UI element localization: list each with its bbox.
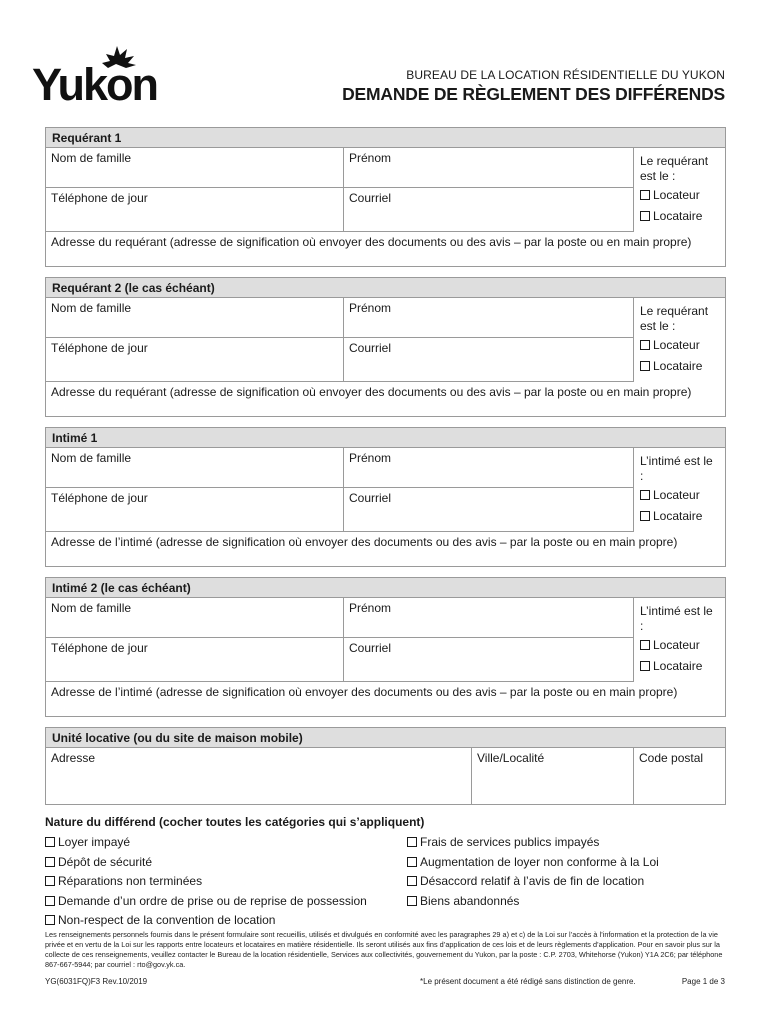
applicant2-landlord-checkbox[interactable]: Locateur xyxy=(640,337,719,354)
respondent2-landlord-checkbox[interactable]: Locateur xyxy=(640,637,719,654)
unpaid-rent-checkbox[interactable]: Loyer impayé xyxy=(45,833,367,853)
gender-note: *Le présent document a été rédigé sans distinction de genre. xyxy=(420,977,636,986)
dispute-options-right xyxy=(407,833,659,911)
applicant2-address-field[interactable]: Adresse du requérant (adresse de signification où envoyer des documents ou des avis – par la poste ou en main propre) xyxy=(51,385,692,399)
logo-wordmark: Yukon xyxy=(32,59,158,104)
applicant1-phone-field[interactable]: Téléphone de jour xyxy=(51,191,148,205)
termination-notice-checkbox[interactable]: Désaccord relatif à l’avis de fin de location xyxy=(407,872,659,892)
respondent1-role: L’intimé est le : Locateur Locataire xyxy=(633,448,725,532)
unit-postal-code-field[interactable]: Code postal xyxy=(633,748,725,804)
respondent1-address-field[interactable]: Adresse de l’intimé (adresse de signification où envoyer des documents ou des avis – par la poste ou en main propre) xyxy=(51,535,678,549)
form-title: DEMANDE DE RÈGLEMENT DES DIFFÉRENDS xyxy=(342,84,725,104)
repairs-checkbox[interactable]: Réparations non terminées xyxy=(45,872,367,892)
abandoned-property-checkbox[interactable]: Biens abandonnés xyxy=(407,892,659,912)
applicant2-first-name-field[interactable]: Prénom xyxy=(343,298,633,337)
applicant1-landlord-checkbox[interactable]: Locateur xyxy=(640,187,719,204)
respondent2-phone-field[interactable]: Téléphone de jour xyxy=(51,641,148,655)
applicant2-section xyxy=(45,277,726,417)
respondent1-landlord-checkbox[interactable]: Locateur xyxy=(640,487,719,504)
dispute-options-left xyxy=(45,833,367,931)
respondent2-section xyxy=(45,577,726,717)
applicant1-heading: Requérant 1 xyxy=(46,128,725,148)
possession-order-checkbox[interactable]: Demande d’un ordre de prise ou de reprise de possession xyxy=(45,892,367,912)
applicant1-tenant-checkbox[interactable]: Locataire xyxy=(640,208,719,225)
yukon-logo xyxy=(32,44,172,104)
rental-unit-heading: Unité locative (ou du site de maison mobile) xyxy=(46,728,725,748)
privacy-notice: Les renseignements personnels fournis dans le présent formulaire sont recueillis, utilisés et divulgués en conformité avec les paragraphes 29 a) et c) de la Loi sur l’accès à l’information et la protection de la vie privée et en vertu de la Loi sur les rapports entre locateurs et locataires en matière résidentielle. Ils seront utilisés aux fins d’application de ces lois et de leurs règlements d’application. Pour en savoir plus sur la collecte de ces renseignements, veuillez contacter le Bureau de la location résidentielle, Services aux collectivités, gouvernement du Yukon, par la poste : C.P. 2703, Whitehorse (Yukon) Y1A 2C6; par téléphone 867-667-5944; par courriel : rto@gov.yk.ca. xyxy=(45,930,723,969)
security-deposit-checkbox[interactable]: Dépôt de sécurité xyxy=(45,853,367,873)
applicant1-section xyxy=(45,127,726,267)
agreement-breach-checkbox[interactable]: Non-respect de la convention de location xyxy=(45,911,367,931)
respondent2-email-field[interactable]: Courriel xyxy=(343,638,633,681)
respondent1-phone-field[interactable]: Téléphone de jour xyxy=(51,491,148,505)
rent-increase-checkbox[interactable]: Augmentation de loyer non conforme à la Loi xyxy=(407,853,659,873)
applicant2-tenant-checkbox[interactable]: Locataire xyxy=(640,358,719,375)
respondent1-section xyxy=(45,427,726,567)
office-name: BUREAU DE LA LOCATION RÉSIDENTIELLE DU YUKON xyxy=(406,68,725,82)
respondent2-last-name-field[interactable]: Nom de famille xyxy=(51,601,132,615)
unit-address-field[interactable]: Adresse xyxy=(51,751,96,765)
unit-city-field[interactable]: Ville/Localité xyxy=(471,748,633,804)
form-id: YG(6031FQ)F3 Rev.10/2019 xyxy=(45,977,148,986)
respondent2-first-name-field[interactable]: Prénom xyxy=(343,598,633,637)
respondent2-heading: Intimé 2 (le cas échéant) xyxy=(46,578,725,598)
applicant1-role: Le requérant est le : Locateur Locataire xyxy=(633,148,725,232)
applicant2-phone-field[interactable]: Téléphone de jour xyxy=(51,341,148,355)
applicant1-address-field[interactable]: Adresse du requérant (adresse de signification où envoyer des documents ou des avis – par la poste ou en main propre) xyxy=(51,235,692,249)
respondent1-heading: Intimé 1 xyxy=(46,428,725,448)
respondent2-role: L’intimé est le : Locateur Locataire xyxy=(633,598,725,682)
respondent1-email-field[interactable]: Courriel xyxy=(343,488,633,531)
respondent1-first-name-field[interactable]: Prénom xyxy=(343,448,633,487)
applicant2-heading: Requérant 2 (le cas échéant) xyxy=(46,278,725,298)
respondent1-last-name-field[interactable]: Nom de famille xyxy=(51,451,132,465)
respondent2-address-field[interactable]: Adresse de l’intimé (adresse de signification où envoyer des documents ou des avis – par la poste ou en main propre) xyxy=(51,685,678,699)
applicant1-email-field[interactable]: Courriel xyxy=(343,188,633,231)
applicant2-last-name-field[interactable]: Nom de famille xyxy=(51,301,132,315)
rental-unit-section xyxy=(45,727,726,805)
respondent2-tenant-checkbox[interactable]: Locataire xyxy=(640,658,719,675)
respondent1-tenant-checkbox[interactable]: Locataire xyxy=(640,508,719,525)
unpaid-utilities-checkbox[interactable]: Frais de services publics impayés xyxy=(407,833,659,853)
dispute-nature-title: Nature du différend (cocher toutes les catégories qui s’appliquent) xyxy=(45,815,425,829)
applicant2-email-field[interactable]: Courriel xyxy=(343,338,633,381)
applicant1-last-name-field[interactable]: Nom de famille xyxy=(51,151,132,165)
applicant1-first-name-field[interactable]: Prénom xyxy=(343,148,633,187)
applicant2-role: Le requérant est le : Locateur Locataire xyxy=(633,298,725,382)
page-number: Page 1 de 3 xyxy=(681,977,725,986)
